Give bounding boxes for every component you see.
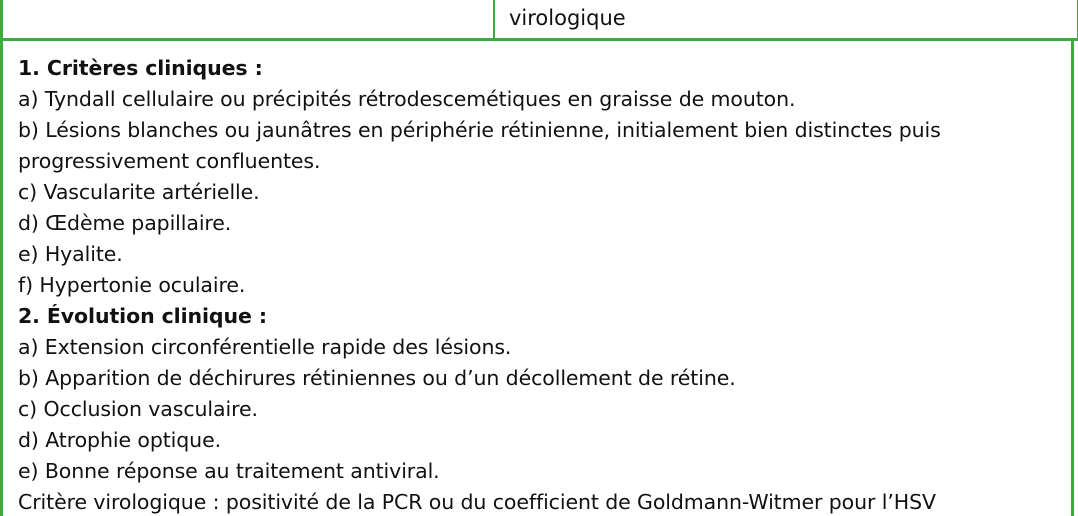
- clinical-criterion-b: b) Lésions blanches ou jaunâtres en périphérie rétinienne, initialement bien distinctes puis: [18, 118, 941, 142]
- clinical-criterion-e: e) Hyalite.: [18, 242, 123, 266]
- evolution-item-b: b) Apparition de déchirures rétiniennes ou d’un décollement de rétine.: [18, 366, 736, 390]
- virologic-criterion: Critère virologique : positivité de la PCR ou du coefficient de Goldmann-Witmer pour l’HSV: [18, 490, 936, 514]
- table-cell-right: [495, 0, 1077, 38]
- clinical-criterion-b-continued: progressivement confluentes.: [18, 149, 321, 173]
- evolution-item-d: d) Atrophie optique.: [18, 428, 222, 452]
- virologic-label: virologique: [509, 6, 626, 30]
- evolution-item-c: c) Occlusion vasculaire.: [18, 397, 258, 421]
- table-cell-left: [3, 0, 495, 38]
- evolution-item-e: e) Bonne réponse au traitement antiviral.: [18, 459, 440, 483]
- clinical-criteria-heading: 1. Critères cliniques :: [18, 56, 263, 80]
- table-top-row: [0, 0, 1078, 41]
- clinical-criterion-a: a) Tyndall cellulaire ou précipités rétrodescemétiques en graisse de mouton.: [18, 87, 796, 111]
- clinical-criterion-f: f) Hypertonie oculaire.: [18, 273, 246, 297]
- criteria-table-cell: [0, 41, 1074, 516]
- clinical-criterion-c: c) Vascularite artérielle.: [18, 180, 260, 204]
- clinical-evolution-heading: 2. Évolution clinique :: [18, 304, 267, 328]
- clinical-criterion-d: d) Œdème papillaire.: [18, 211, 232, 235]
- evolution-item-a: a) Extension circonférentielle rapide des lésions.: [18, 335, 512, 359]
